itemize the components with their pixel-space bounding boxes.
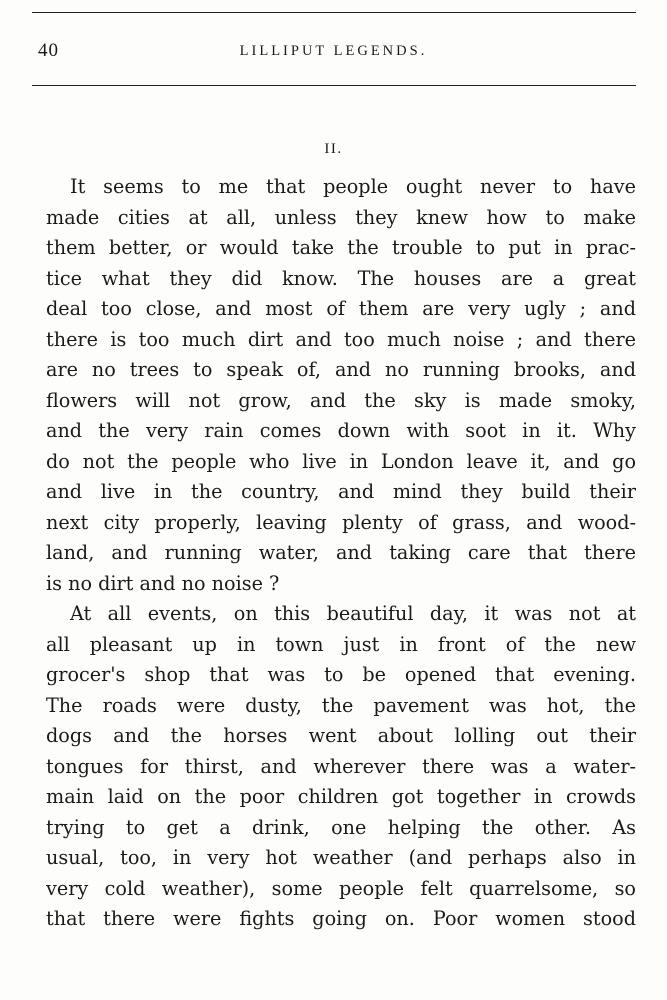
text-line: made cities at all, unless they knew how to make (46, 205, 636, 229)
text-line: usual, too, in very hot weather (and perhaps also in (46, 846, 636, 869)
text-line: all pleasant up in town just in front of the new (46, 632, 636, 656)
text-line: very cold weather), some people felt quarrelsome, so (46, 876, 636, 900)
text-line: that there were fights going on. Poor women stood (46, 907, 636, 930)
paragraph (46, 172, 636, 599)
chapter-number: II. (324, 141, 343, 157)
text-line: is no dirt and no noise ? (46, 571, 280, 595)
header-rule (32, 85, 636, 86)
paragraph (46, 599, 636, 935)
text-line: them better, or would take the trouble to put in prac- (46, 236, 636, 259)
text-line: tice what they did know. The houses are a great (46, 266, 636, 290)
text-line: trying to get a drink, one helping the other. As (46, 815, 636, 839)
text-line: main laid on the poor children got together in crowds (46, 785, 636, 808)
text-line: and live in the country, and mind they build their (46, 480, 636, 503)
text-line: At all events, on this beautiful day, it was not at (70, 602, 636, 625)
text-line: are no trees to speak of, and no running brooks, and (46, 358, 636, 381)
text-line: do not the people who live in London leave it, and go (46, 449, 636, 473)
text-line: dogs and the horses went about lolling out their (46, 724, 636, 747)
text-line: there is too much dirt and too much noise ; and there (46, 327, 636, 351)
page-number: 40 (38, 40, 59, 61)
text-line: flowers will not grow, and the sky is made smoky, (46, 388, 636, 412)
text-line: and the very rain comes down with soot in it. Why (46, 419, 636, 442)
text-line: next city properly, leaving plenty of grass, and wood- (46, 510, 636, 534)
text-line: land, and running water, and taking care that there (46, 541, 636, 564)
text-line: tongues for thirst, and wherever there was a water- (46, 754, 636, 778)
text-line: deal too close, and most of them are very ugly ; and (46, 297, 636, 320)
text-line: It seems to me that people ought never to have (70, 175, 636, 198)
text-line: The roads were dusty, the pavement was hot, the (46, 693, 636, 717)
top-rule (32, 12, 636, 13)
text-line: grocer's shop that was to be opened that evening. (46, 663, 636, 686)
running-head: LILLIPUT LEGENDS. (239, 43, 428, 59)
body-text (46, 172, 636, 935)
